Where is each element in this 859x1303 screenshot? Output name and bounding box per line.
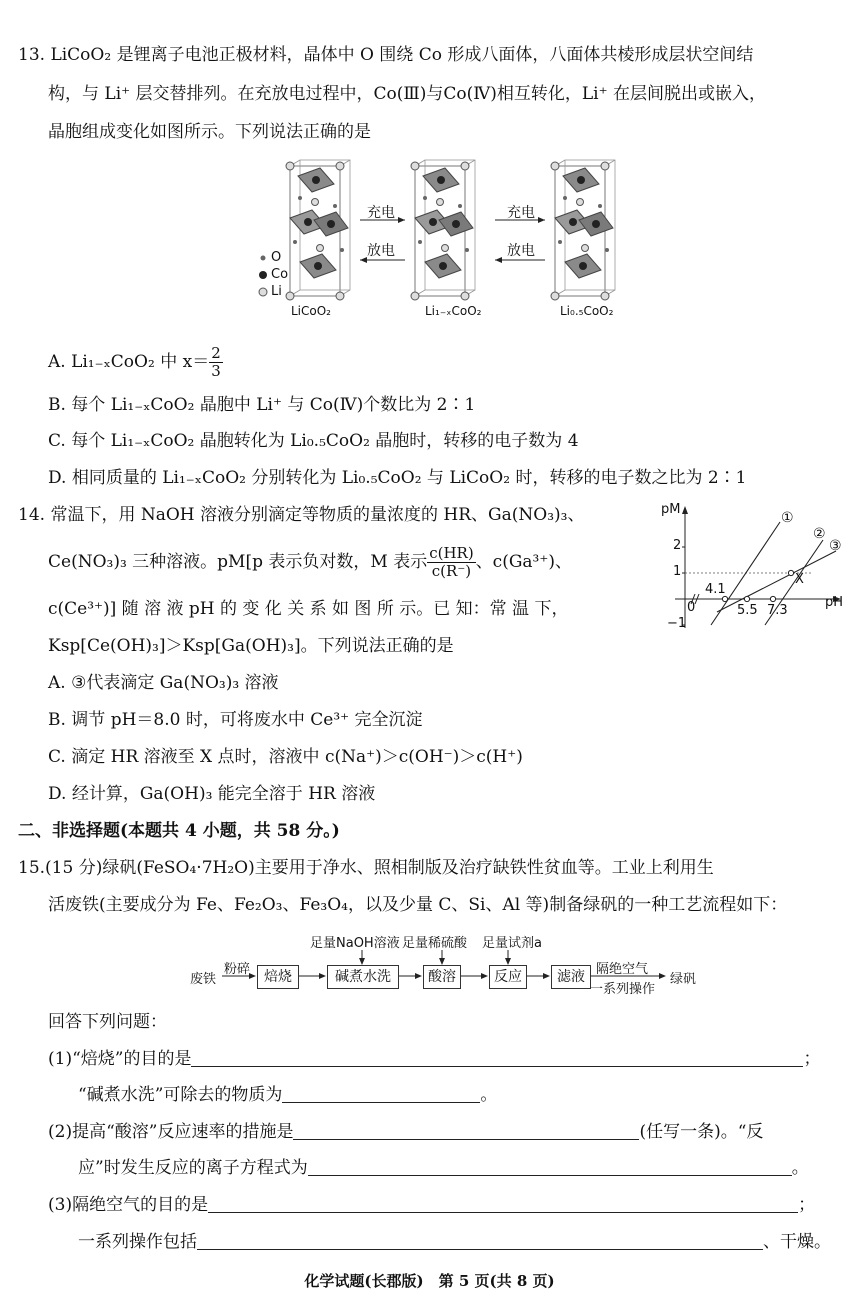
discharge-label-1: 放电: [367, 243, 395, 259]
section-2-heading: 二、非选择题(本题共 4 小题，共 58 分。): [18, 821, 340, 841]
answer-blank-3a[interactable]: [208, 1194, 798, 1213]
q15-part-1a-text: (1)“焙烧”的目的是: [48, 1049, 192, 1069]
q14-option-a[interactable]: A. ③代表滴定 Ga(NO₃)₃ 溶液: [48, 673, 279, 693]
q15-part-1b-end: 。: [480, 1085, 498, 1105]
fraction-numerator: c(HR): [429, 544, 474, 562]
flow-reagent-naoh: 足量NaOH溶液: [310, 936, 400, 951]
q13-option-d[interactable]: D. 相同质量的 Li₁₋ₓCoO₂ 分别转化为 Li₀.₅CoO₂ 与 LiCoO₂ 时，转移的电子数之比为 2∶1: [48, 468, 747, 488]
cell-li05-coo2: [551, 160, 615, 300]
q15-line-2: 活废铁(主要成分为 Fe、Fe₂O₃、Fe₃O₄，以及少量 C、Si、Al 等)制备绿矾的一种工艺流程如下：: [48, 895, 788, 915]
q15-part-1a-end: ；: [803, 1049, 821, 1069]
graph-line-2-label: ②: [813, 526, 826, 542]
q15-answer-intro: 回答下列问题：: [48, 1012, 167, 1032]
graph-tick-minus-1: −1: [667, 616, 687, 631]
legend-o: O: [271, 250, 282, 265]
graph-point-7-3: 7.3: [767, 603, 788, 618]
legend-li: Li: [271, 284, 282, 299]
q13-line-3: 晶胞组成变化如图所示。下列说法正确的是: [48, 122, 371, 142]
q15-part-2a-end: (任写一条)。“反: [639, 1122, 764, 1142]
fraction-denominator: 3: [211, 362, 221, 380]
graph-point-5-5: 5.5: [737, 603, 758, 618]
q13-option-c[interactable]: C. 每个 Li₁₋ₓCoO₂ 晶胞转化为 Li₀.₅CoO₂ 晶胞时，转移的电子数为 4: [48, 431, 579, 451]
q14-line-2-start: Ce(NO₃)₃ 三种溶液。pM[p 表示负对数，M 表示: [48, 552, 428, 572]
graph-x-label: pH: [825, 595, 844, 610]
q15-part-3b-end: 、干燥。: [763, 1232, 831, 1252]
q14-line-4: Ksp[Ce(OH)₃]＞Ksp[Ga(OH)₃]。下列说法正确的是: [48, 636, 454, 656]
answer-blank-1a[interactable]: [191, 1048, 803, 1067]
q15-part-3a-end: ；: [798, 1195, 816, 1215]
cell-licoo2: [286, 160, 350, 300]
q15-part-1b: [78, 1084, 497, 1106]
flow-box-reaction: 反应: [489, 965, 527, 989]
flow-box-roast: 焙烧: [257, 965, 299, 989]
graph-point-x: X: [795, 572, 804, 587]
flow-crush-label: 粉碎: [224, 962, 251, 977]
q13-option-a-text: A. Li₁₋ₓCoO₂ 中 x＝: [48, 352, 210, 372]
page-footer: 化学试题(长郡版) 第 5 页(共 8 页): [304, 1272, 555, 1290]
q13-option-a[interactable]: [48, 342, 223, 382]
q15-part-2a: [48, 1121, 763, 1143]
answer-blank-1b[interactable]: [282, 1084, 480, 1103]
q14-line-1: 14. 常温下，用 NaOH 溶液分别滴定等物质的量浓度的 HR、Ga(NO₃)₃、: [18, 505, 585, 525]
flow-series-ops: 一系列操作: [590, 982, 656, 997]
q15-part-3a-text: (3)隔绝空气的目的是: [48, 1195, 209, 1215]
flow-reagent-a: 足量试剂a: [482, 936, 542, 951]
fraction-denominator: c(R⁻): [431, 562, 472, 580]
crystal-figure: [255, 150, 635, 325]
answer-blank-3b[interactable]: [197, 1231, 763, 1250]
flow-isolate-air: 隔绝空气: [596, 962, 649, 977]
q15-line-1: 15.(15 分)绿矾(FeSO₄·7H₂O)主要用于净水、照相制版及治疗缺铁性贫血等。工业上利用生: [18, 858, 714, 878]
q13-option-a-fraction: [209, 345, 223, 380]
graph-point-4-1: 4.1: [705, 582, 726, 597]
label-li05-coo2: Li₀.₅CoO₂: [560, 304, 614, 318]
q14-fraction: [427, 545, 475, 580]
q13-line-2: 构，与 Li⁺ 层交替排列。在充放电过程中，Co(Ⅲ)与Co(Ⅳ)相互转化，Li⁺ 在层间脱出或嵌入，: [48, 84, 766, 104]
q15-part-3b-text: 一系列操作包括: [78, 1232, 197, 1252]
label-li1-x-coo2: Li₁₋ₓCoO₂: [425, 304, 482, 318]
charge-label-1: 充电: [367, 205, 395, 221]
crystal-svg: [255, 150, 635, 325]
graph-tick-1: 1: [673, 564, 682, 579]
graph-line-1-label: ①: [781, 510, 794, 526]
fraction-numerator: 2: [211, 344, 221, 362]
answer-blank-2b[interactable]: [308, 1157, 792, 1176]
q14-option-c[interactable]: C. 滴定 HR 溶液至 X 点时，溶液中 c(Na⁺)＞c(OH⁻)＞c(H⁺): [48, 747, 523, 767]
q15-part-1b-text: “碱煮水洗”可除去的物质为: [78, 1085, 283, 1105]
flow-start: 废铁: [190, 972, 217, 987]
flow-end-product: 绿矾: [670, 972, 697, 987]
q13-option-b[interactable]: B. 每个 Li₁₋ₓCoO₂ 晶胞中 Li⁺ 与 Co(Ⅳ)个数比为 2∶1: [48, 395, 476, 415]
q15-part-3b: [78, 1231, 831, 1253]
q14-line-3: c(Ce³⁺)] 随 溶 液 pH 的 变 化 关 系 如 图 所 示。已 知：常 温 下，: [48, 599, 569, 619]
q15-part-2b: [78, 1157, 809, 1179]
cell-li1-x-coo2: [411, 160, 475, 300]
q15-part-2b-end: 。: [791, 1158, 809, 1178]
q14-option-d[interactable]: D. 经计算，Ga(OH)₃ 能完全溶于 HR 溶液: [48, 784, 376, 804]
q15-part-2b-text: 应”时发生反应的离子方程式为: [78, 1158, 308, 1178]
flow-box-acid-dissolve: 酸溶: [423, 965, 461, 989]
graph-line-3-label: ③: [829, 538, 842, 554]
q14-line-2-end: 、c(Ga³⁺)、: [475, 552, 572, 572]
q14-option-b[interactable]: B. 调节 pH＝8.0 时，可将废水中 Ce³⁺ 完全沉淀: [48, 710, 423, 730]
label-licoo2: LiCoO₂: [291, 304, 331, 318]
graph-tick-0: 0: [687, 600, 696, 615]
graph-y-label: pM: [661, 502, 681, 517]
flow-box-alkali-wash: 碱煮水洗: [327, 965, 399, 989]
charge-label-2: 充电: [507, 205, 535, 221]
answer-blank-2a[interactable]: [293, 1121, 639, 1140]
pm-ph-graph: [655, 500, 850, 640]
discharge-label-2: 放电: [507, 243, 535, 259]
q14-line-2: [48, 540, 572, 584]
q15-part-2a-text: (2)提高“酸溶”反应速率的措施是: [48, 1122, 294, 1142]
flow-box-filtrate: 滤液: [551, 965, 591, 989]
q15-part-1a: [48, 1048, 820, 1070]
q15-part-3a: [48, 1194, 815, 1216]
legend-co: Co: [271, 267, 289, 282]
flow-reagent-h2so4: 足量稀硫酸: [402, 936, 468, 951]
q13-line-1: 13. LiCoO₂ 是锂离子电池正极材料，晶体中 O 围绕 Co 形成八面体，八面体共棱形成层状空间结: [18, 45, 754, 65]
process-flow-diagram: [190, 928, 750, 998]
graph-tick-2: 2: [673, 538, 682, 553]
